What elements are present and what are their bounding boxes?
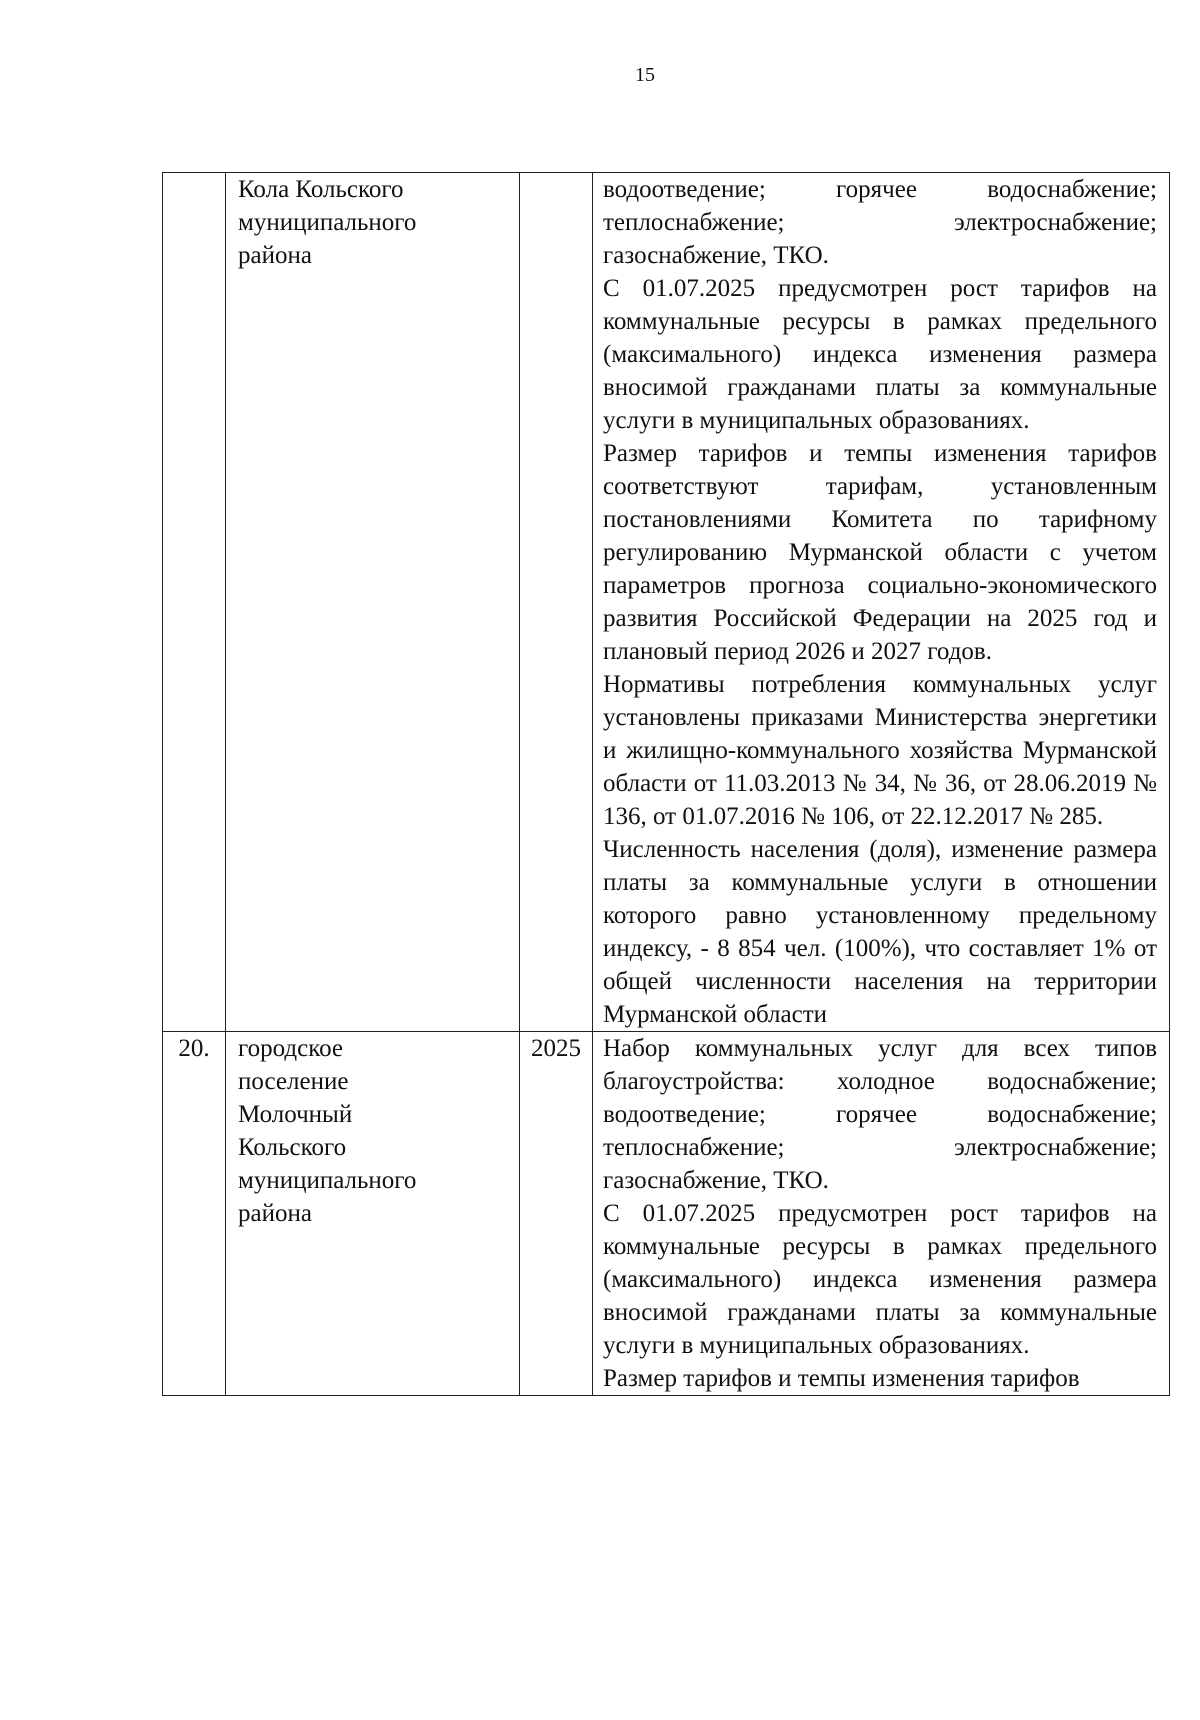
municipality-cell [226, 173, 520, 1032]
description-paragraph: водоотведение; горячее водоснабжение; теплоснабжение; электроснабжение; газоснабжение, ТКО. [603, 176, 1157, 269]
description-paragraph: С 01.07.2025 предусмотрен рост тарифов на коммунальные ресурсы в рамках предельного (максимального) индекса изменения размера вносимой гражданами платы за коммунальные услуги в муниципальных образованиях. [603, 1200, 1157, 1359]
description-paragraph: Размер тарифов и темпы изменения тарифов соответствуют тарифам, установленным постановлениями Комитета по тарифному регулированию Мурманской области с учетом параметров прогноза социально-экономического развития Российской Федерации на 2025 год и плановый период 2026 и 2027 годов. [603, 440, 1157, 665]
table-row [163, 1032, 1170, 1396]
description-paragraph: С 01.07.2025 предусмотрен рост тарифов на коммунальные ресурсы в рамках предельного (максимального) индекса изменения размера вносимой гражданами платы за коммунальные услуги в муниципальных образованиях. [603, 275, 1157, 434]
description-paragraph: Набор коммунальных услуг для всех типов благоустройства: холодное водоснабжение; водоотведение; горячее водоснабжение; теплоснабжение; электроснабжение; газоснабжение, ТКО. [603, 1035, 1157, 1194]
year-cell [520, 173, 593, 1032]
row-number-cell [163, 173, 226, 1032]
description-cell [593, 173, 1170, 1032]
table-row [163, 173, 1170, 1032]
description-cell [593, 1032, 1170, 1396]
municipality-name: Кола Кольского муниципального района [238, 176, 417, 269]
description-paragraph: Размер тарифов и темпы изменения тарифов [603, 1365, 1080, 1392]
row-number-cell: 20. [163, 1032, 226, 1396]
page-number: 15 [635, 64, 655, 86]
description-paragraph: Нормативы потребления коммунальных услуг установлены приказами Министерства энергетики и жилищно-коммунального хозяйства Мурманской области от 11.03.2013 № 34, № 36, от 28.06.2019 № 136, от 01.07.2016 № 106, от 22.12.2017 № 285. [603, 671, 1157, 830]
tariff-table [162, 172, 1170, 1396]
description-paragraph: Численность населения (доля), изменение размера платы за коммунальные услуги в отношении которого равно установленному предельному индексу, - 8 854 чел. (100%), что составляет 1% от общей численности населения на территории Мурманской области [603, 836, 1157, 1028]
year-cell: 2025 [520, 1032, 593, 1396]
municipality-name: городское поселение Молочный Кольского муниципального района [238, 1035, 417, 1227]
municipality-cell [226, 1032, 520, 1396]
